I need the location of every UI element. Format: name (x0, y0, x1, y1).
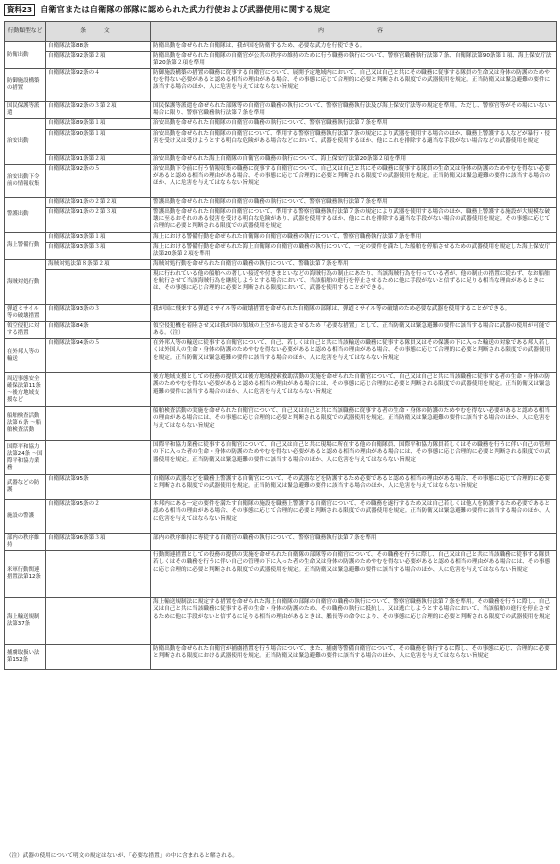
content-cell: 防衛出動を命ぜられた自衛隊の自衛官が公共の秩序の維持のために行う職務の執行について、警察官職務執行法第７条、自衛隊法第90条第１項、海上保安庁法第20条第２項を準用 (151, 52, 557, 69)
table-row (5, 207, 557, 232)
law-article-cell: 自衛隊法第92条の５ (46, 164, 151, 197)
table-row (5, 119, 557, 129)
table-row (5, 339, 557, 373)
header-law: 条 文 (46, 22, 151, 42)
category-cell: 在外邦人等の輸送 (5, 339, 46, 373)
table-row (5, 407, 557, 441)
content-cell: 現に行われている他の船舶への著しい接近や付きまといなどの海賊行為の制止にあたり、当該海賊行為を行っている者が、他の制止の措置に従わず、なお船舶を航行させて当該海賊行為を継続しようとする場合において、当該船舶の進行を停止させるために他に手段がないと信ずるに足りる相当な理由があるときには、その事態に応じ合理的に必要と判断される限度において、武器を使用することができる。 (151, 270, 557, 305)
table-row (5, 534, 557, 551)
table-row (5, 197, 557, 207)
table-row (5, 154, 557, 164)
table-row (5, 475, 557, 500)
category-cell: 海上警備行動 (5, 232, 46, 259)
table-row (5, 598, 557, 645)
law-article-cell: 自衛隊法第91条の２第３項 (46, 207, 151, 232)
law-article-cell: 自衛隊法第95条 (46, 475, 151, 500)
footnote: （注）武器の使用について明文の規定はないが、「必要な措置」の中に含まれると解される。 (6, 853, 239, 859)
table-row (5, 129, 557, 154)
category-cell: 防衛出動 (5, 42, 46, 69)
category-cell: 治安出動 (5, 119, 46, 164)
content-cell: 警護出動を命ぜられた自衛隊の自衛官の職務の執行について、警察官職務執行法第７条を準用 (151, 197, 557, 207)
content-cell: 船舶検査活動の実施を命ぜられた自衛官について、自己又は自己と共に当該職務に従事する者の生命・身体の防護のためやむを得ない必要があると認める相当の理由がある場合には、その事態に応じ合理的に必要と判断される限度での武器使用を規定。正当防衛又は緊急避難の要件に該当する場合のほか、人に危害を与えてはならない旨規定 (151, 407, 557, 441)
content-cell: 治安出動下令前に行う情報収集の職務に従事する自衛官について、自己又は自己と共にその職務に従事する隊員の生命又は身体の防護のためやむを得ない必要があると認める相当の理由がある場合、その事態に応じて合理的に必要と判断される限度での武器使用を規定。正当防衛又は緊急避難の要件に該当する場合のほか、人に危害を与えてはならない旨規定 (151, 164, 557, 197)
document-title: 自衛官または自衛隊の部隊に認められた武力行使および武器使用に関する規定 (40, 4, 331, 14)
category-cell: 施設の警護 (5, 500, 46, 534)
table-row (5, 260, 557, 270)
category-cell: 領空侵犯に対する措置 (5, 322, 46, 339)
category-cell: 警護出動 (5, 197, 46, 232)
law-article-cell: 自衛隊法第94条の５ (46, 339, 151, 373)
content-cell: 海賊対処行動を命ぜられた自衛官の職務の執行について、警職法第７条を準用 (151, 260, 557, 270)
law-article-cell: 自衛隊法第92条第２項 (46, 52, 151, 69)
table-row (5, 500, 557, 534)
table-row (5, 232, 557, 242)
law-article-cell (46, 441, 151, 475)
content-cell: 部内の秩序維持に専従する自衛官の職務の執行について、警察官職務執行法第７条を準用 (151, 534, 557, 551)
law-article-cell: 自衛隊法第93条第１項 (46, 232, 151, 242)
category-cell: 治安出動下令前の情報収集 (5, 164, 46, 197)
content-cell: 海上における警備行動を命ぜられた自衛隊の自衛官の職務の執行について、警察官職務執行法第７条を準用 (151, 232, 557, 242)
content-cell: 領空侵犯機を着陸させ又は我が国の領域の上空から退去させるため「必要な措置」として、正当防衛又は緊急避難の要件に該当する場合に武器の使用が可能である。（注） (151, 322, 557, 339)
law-article-cell (46, 551, 151, 598)
table-row (5, 373, 557, 407)
content-cell: 本邦内にある一定の要件を満たす自衛隊の施設を職務上警護する自衛官について、その職務を遂行するため又は自己若しくは他人を防護するため必要であると認める相当の理由がある場合、その事態に応じて合理的に必要と判断される限度での武器使用を規定。正当防衛又は緊急避難の要件に該当する場合のほか、人に危害を与えてはならない旨規定 (151, 500, 557, 534)
law-article-cell: 自衛隊法第84条 (46, 322, 151, 339)
law-article-cell: 海賊対処法第８条第２項 (46, 260, 151, 270)
content-cell: 後方地域支援としての役務の提供又は後方地域捜索救助活動の実施を命ぜられた自衛官について、自己又は自己と共に当該職務に従事する者の生命・身体の防護のためやむを得ない必要があると認める相当の理由がある場合には、その事態に応じ合理的に必要と判断される限度での武器使用を規定。正当防衛又は緊急避難の要件に該当する場合のほか、人に危害を与えてはならない旨規定 (151, 373, 557, 407)
law-article-cell (46, 407, 151, 441)
law-article-cell (46, 270, 151, 305)
content-cell: 自衛隊の武器などを職務上警護する自衛官について、その武器などを防護するため必要であると認める相当の理由がある場合、その事態に応じて合理的に必要と判断される限度での武器使用を規定。正当防衛又は緊急避難の要件に該当する場合のほか、人に危害を与えてはならない旨規定 (151, 475, 557, 500)
law-article-cell: 自衛隊法第91条の２第２項 (46, 197, 151, 207)
content-cell: 国際平和協力業務に従事する自衛官について、自己又は自己と共に現場に所在する他の自衛隊員、国際平和協力隊員若しくはその職務を行うに伴い自己の管理の下に入った者の生命・身体の防護のためやむを得ない必要があると認める相当の理由がある場合には、その事態に応じ合理的に必要と判断される限度での武器使用を規定。正当防衛又は緊急避難の要件に該当する場合のほか、人に危害を与えてはならない旨規定 (151, 441, 557, 475)
content-cell: 行動関連措置としての役務の提供の実施を命ぜられた自衛隊の部隊等の自衛官について、その職務を行うに際し、自己又は自己と共に当該職務に従事する隊員若しくはその職務を行うに伴い自己の管理の下に入った者の生命又は身体の防護のためやむを得ない必要があると認める相当の理由がある場合には、その事態に応じ合理的に必要と判断される限度での武器使用を規定。正当防衛又は緊急避難の要件に該当する場合のほか、人に危害を与えてはならない旨規定 (151, 551, 557, 598)
content-cell: 海上における警備行動を命ぜられた海上自衛隊の自衛官の職務の執行について、一定の要件を満たした船舶を停船させるための武器使用を規定した海上保安庁法第20条第２項を準用 (151, 242, 557, 259)
table-row (5, 102, 557, 119)
table-row (5, 242, 557, 259)
table-body (5, 42, 557, 670)
table-row (5, 164, 557, 197)
header-content: 内 容 (151, 22, 557, 42)
law-article-cell: 自衛隊法第93条の３ (46, 305, 151, 322)
category-cell: 防御施設構築の措置 (5, 69, 46, 102)
content-cell: 警護出動を命ぜられた自衛隊の自衛官について、準用する警察官職務執行法第７条の規定により武器を使用する場合のほか、職務上警護する施設が大規模な破壊に至るおそれのある侵害を受ける明白な危険があり、武器を使用するほか、他にこれを排除する適当な手段がない場合の武器使用を規定。その事態に応じて合理的に必要と判断される限度での武器使用を規定 (151, 207, 557, 232)
table-row (5, 69, 557, 102)
table-row (5, 305, 557, 322)
table-row (5, 441, 557, 475)
document-id-badge: 資料23 (4, 4, 35, 16)
law-article-cell: 自衛隊法第95条の２ (46, 500, 151, 534)
category-cell: 捕虜取扱い法第152条 (5, 645, 46, 670)
law-article-cell (46, 373, 151, 407)
category-cell: 海上輸送規制法第37条 (5, 598, 46, 645)
law-article-cell: 自衛隊法第96条第３項 (46, 534, 151, 551)
category-cell: 周辺事態安全確保法第11条 ～後方地域支援など (5, 373, 46, 407)
table-row (5, 551, 557, 598)
content-cell: 防御施設構築の措置の職務に従事する自衛官について、展開予定地域内において、自己又は自己と共にその職務に従事する隊員の生命又は身体の防護のためやむを得ない必要があると認める相当の理由がある場合、その事態に応じて合理的に必要と判断される限度での武器使用を規定。正当防衛又は緊急避難の要件に該当する場合のほか、人に危害を与えてはならない旨規定 (151, 69, 557, 102)
table-row (5, 42, 557, 52)
law-article-cell: 自衛隊法第92条の３第２項 (46, 102, 151, 119)
law-article-cell: 自衛隊法第91条第２項 (46, 154, 151, 164)
content-cell: 治安出動を命ぜられた自衛隊の自衛官の職務の執行について、警察官職務執行法第７条を準用 (151, 119, 557, 129)
law-article-cell: 自衛隊法第90条第１項 (46, 129, 151, 154)
content-cell: 治安出動を命ぜられた自衛隊の自衛官について、準用する警察官職務執行法第７条の規定により武器を使用する場合のほか、職務上警護する人などが暴行・侵害を受け又は受けようとする明白な危険がある場合などにおいて、武器を使用するほか、他にこれを排除する適当な手段がない場合などの武器使用を規定 (151, 129, 557, 154)
law-article-cell: 自衛隊法第93条第３項 (46, 242, 151, 259)
table-row (5, 322, 557, 339)
category-cell: 米軍行動関連措置法第12条 (5, 551, 46, 598)
content-cell: 海上輸送規制法に規定する措置を命ぜられた海上自衛隊の部隊の自衛官の職務の執行について、警察官職務執行法第７条を準用。その職務を行うに際し、自己又は自己と共に当該職務に従事する者の生命・身体の防護のため、その職務の執行に抵抗し、又は逃亡しようとする場合において、当該船舶の進行を停止させるために他に手段がないと信ずるに足りる相当の理由があるときは、艦長等の命令により、その事態に応じ合理的に必要と判断される限度での武器使用を規定 (151, 598, 557, 645)
law-article-cell (46, 645, 151, 670)
content-cell: 防衛出動を命ぜられた自衛官が捕虜措置を行う場合について、また、捕虜等警備自衛官について、その職務を執行するに際し、その事態に応じ、合理的に必要と判断される限度における武器使用を規定。正当防衛又は緊急避難の要件に該当する場合のほか、人に危害を与えてはならない旨規定 (151, 645, 557, 670)
category-cell: 国際平和協力法第24条 ～国際平和協力業務 (5, 441, 46, 475)
category-cell: 船舶検査活動法第６条 ～船舶検査活動 (5, 407, 46, 441)
law-article-cell: 自衛隊法第89条第１項 (46, 119, 151, 129)
content-cell: 我が国に飛来する弾道ミサイル等の破壊措置を命ぜられた自衛隊の部隊は、弾道ミサイル等の破壊のため必要な武器を使用することができる。 (151, 305, 557, 322)
category-cell: 国民保護等派遣 (5, 102, 46, 119)
category-cell: 弾道ミサイル等の破壊措置 (5, 305, 46, 322)
category-cell: 部内の秩序維持 (5, 534, 46, 551)
header (4, 3, 330, 16)
table-header-row (5, 22, 557, 42)
header-category: 行動類型など (5, 22, 46, 42)
category-cell: 海賊対処行動 (5, 260, 46, 305)
content-cell: 治安出動を命ぜられた海上自衛隊の自衛官の職務の執行について、海上保安庁法第20条第２項を準用 (151, 154, 557, 164)
table-row (5, 645, 557, 670)
regulation-table (4, 21, 557, 670)
table-row (5, 270, 557, 305)
law-article-cell (46, 598, 151, 645)
content-cell: 国民保護等派遣を命ぜられた部隊等の自衛官の職務の執行について、警察官職務執行法及び海上保安庁法等の規定を準用。ただし、警察官等がその場にいない場合に限り、警察官職務執行法第７条を準用 (151, 102, 557, 119)
table-row (5, 52, 557, 69)
law-article-cell: 自衛隊法第92条の４ (46, 69, 151, 102)
content-cell: 防衛出動を命ぜられた自衛隊は、我が国を防衛するため、必要な武力を行使できる。 (151, 42, 557, 52)
category-cell: 武器などの防護 (5, 475, 46, 500)
content-cell: 在外邦人等の輸送に従事する自衛官について、自己、若しくは自己と共に当該輸送の職務に従事する隊員又はその保護の下に入った輸送の対象である邦人若しくは外国人の生命・身体の防護のためやむを得ない必要があると認める相当の理由がある場合、その事態に応じて合理的に必要と判断される限度での武器使用を規定。正当防衛又は緊急避難の要件に該当する場合のほか、人に危害を与えてはならない旨規定 (151, 339, 557, 373)
law-article-cell: 自衛隊法第88条 (46, 42, 151, 52)
